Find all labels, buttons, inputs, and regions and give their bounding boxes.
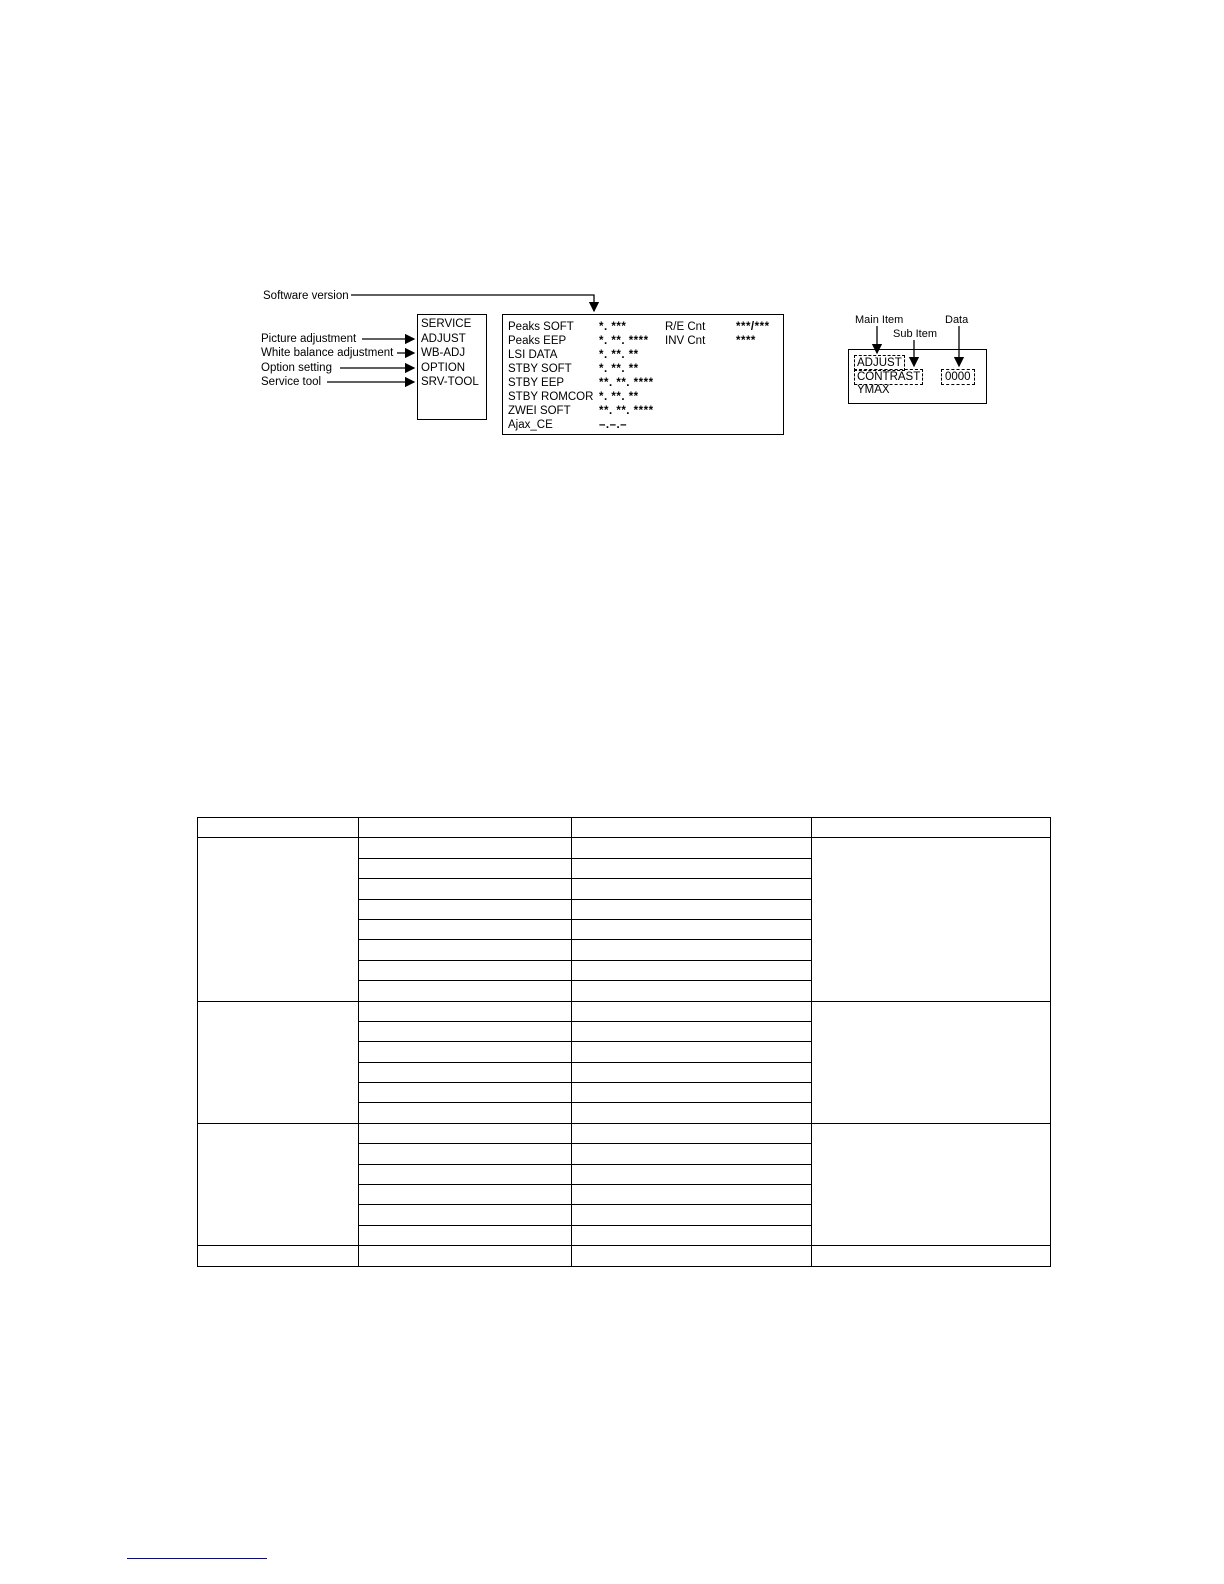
- menu-item-adjust: ADJUST: [421, 333, 466, 345]
- table-cell: [359, 838, 572, 858]
- table-cell: [359, 858, 572, 878]
- service-menu-box: [417, 314, 487, 420]
- osd-sub-item: CONTRAST: [854, 369, 923, 385]
- table-cell: [359, 1083, 572, 1103]
- table-cell: [359, 899, 572, 919]
- table-cell: [572, 1164, 812, 1184]
- label-service-tool: Service tool: [261, 376, 322, 388]
- table-cell: [572, 818, 812, 838]
- software-info-box: [502, 314, 784, 435]
- table-cell: [359, 1042, 572, 1062]
- label-option-setting: Option setting: [261, 362, 332, 374]
- table-cell: [572, 1042, 812, 1062]
- table-row: [198, 1001, 1051, 1021]
- menu-item-srv-tool: SRV-TOOL: [421, 376, 479, 388]
- table-cell: [359, 1103, 572, 1123]
- table-cell: [572, 1205, 812, 1225]
- info-value: *. **. **: [599, 363, 639, 375]
- table-cell: [572, 1103, 812, 1123]
- table-cell: [572, 981, 812, 1001]
- table-cell: [198, 818, 359, 838]
- menu-item-wb-adj: WB-ADJ: [421, 347, 466, 359]
- info-name: Peaks SOFT: [508, 321, 574, 333]
- table-cell: [572, 1021, 812, 1041]
- table-cell: [359, 879, 572, 899]
- table-cell: [359, 940, 572, 960]
- osd-main-item: ADJUST: [854, 355, 905, 371]
- info-name: Peaks EEP: [508, 335, 567, 347]
- info-name: Ajax_CE: [508, 419, 553, 431]
- table-cell: [198, 1246, 359, 1266]
- table-cell: [812, 1123, 1051, 1245]
- info-value: *. **. ****: [599, 335, 649, 347]
- table-cell: [812, 838, 1051, 1001]
- table-cell: [359, 1021, 572, 1041]
- info-value: **. **. ****: [599, 377, 654, 389]
- counter-name: R/E Cnt: [665, 321, 706, 333]
- table-cell: [572, 1123, 812, 1143]
- table-cell: [572, 1001, 812, 1021]
- table-cell: [198, 1001, 359, 1123]
- menu-item-option: OPTION: [421, 362, 466, 374]
- table-cell: [359, 960, 572, 980]
- menu-item-service: SERVICE: [421, 318, 472, 330]
- table-row: [198, 1123, 1051, 1143]
- table-row: [198, 1246, 1051, 1266]
- table-row: [198, 838, 1051, 858]
- table-cell: [572, 1185, 812, 1205]
- table-cell: [359, 818, 572, 838]
- table-cell: [359, 1001, 572, 1021]
- table-cell: [359, 1185, 572, 1205]
- table-cell: [572, 1144, 812, 1164]
- info-value: *. **. **: [599, 391, 639, 403]
- osd-data-value: 0000: [941, 369, 975, 385]
- table-cell: [359, 1246, 572, 1266]
- table-cell: [572, 1062, 812, 1082]
- table-cell: [198, 1123, 359, 1245]
- table-cell: [812, 1001, 1051, 1123]
- table-cell: [359, 1062, 572, 1082]
- software-version-label: Software version: [263, 290, 349, 302]
- table-cell: [812, 818, 1051, 838]
- info-name: STBY EEP: [508, 377, 565, 389]
- data-label: Data: [945, 314, 969, 326]
- table-cell: [572, 919, 812, 939]
- info-name: STBY SOFT: [508, 363, 572, 375]
- table-cell: [572, 858, 812, 878]
- table-cell: [572, 899, 812, 919]
- table-header-row: [198, 818, 1051, 838]
- adjustment-table: [197, 817, 1051, 1267]
- info-value: *. **. **: [599, 349, 639, 361]
- label-picture-adjustment: Picture adjustment: [261, 333, 357, 345]
- info-name: STBY ROMCOR: [508, 391, 594, 403]
- counter-name: INV Cnt: [665, 335, 706, 347]
- counter-value: ***/***: [736, 321, 770, 333]
- table-cell: [572, 1225, 812, 1245]
- main-item-label: Main Item: [855, 314, 904, 326]
- table-cell: [812, 1246, 1051, 1266]
- info-value: –.–.–: [599, 419, 628, 431]
- table-cell: [572, 1246, 812, 1266]
- footer-link-underline: [127, 1558, 267, 1559]
- table-cell: [359, 1123, 572, 1143]
- table-cell: [572, 838, 812, 858]
- osd-screen-box: [848, 349, 987, 404]
- label-white-balance: White balance adjustment: [261, 347, 394, 359]
- info-name: LSI DATA: [508, 349, 558, 361]
- table-cell: [572, 1083, 812, 1103]
- table-cell: [359, 1144, 572, 1164]
- counter-value: ****: [736, 335, 756, 347]
- table-cell: [572, 940, 812, 960]
- info-value: *. ***: [599, 321, 627, 333]
- info-name: ZWEI SOFT: [508, 405, 571, 417]
- table-cell: [572, 879, 812, 899]
- info-value: **. **. ****: [599, 405, 654, 417]
- table-cell: [359, 1225, 572, 1245]
- table-cell: [359, 1205, 572, 1225]
- table-cell: [359, 919, 572, 939]
- table-cell: [359, 981, 572, 1001]
- table-cell: [359, 1164, 572, 1184]
- table-cell: [198, 838, 359, 1001]
- osd-next-item: YMAX: [857, 384, 890, 396]
- sub-item-label: Sub Item: [893, 328, 938, 340]
- table-cell: [572, 960, 812, 980]
